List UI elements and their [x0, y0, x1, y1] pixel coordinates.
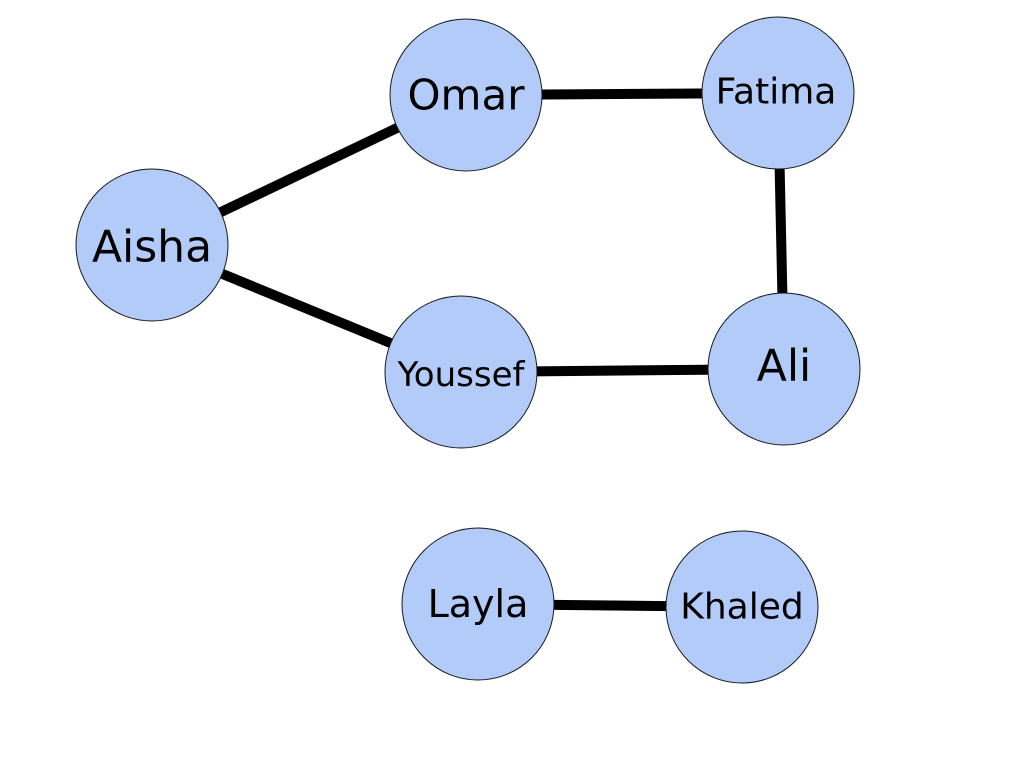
node-fatima[interactable] — [702, 17, 854, 169]
node-youssef-label: Youssef — [397, 355, 525, 395]
node-layla-label: Layla — [427, 582, 529, 626]
node-aisha-label: Aisha — [91, 221, 213, 273]
node-fatima-label: Fatima — [715, 71, 837, 113]
node-khaled-label: Khaled — [680, 586, 804, 628]
node-omar-label: Omar — [407, 70, 525, 120]
node-ali[interactable] — [708, 293, 860, 445]
node-aisha[interactable] — [76, 169, 228, 321]
nodes-layer — [76, 17, 860, 683]
node-youssef[interactable] — [385, 296, 537, 448]
node-ali-label: Ali — [756, 340, 812, 392]
node-layla[interactable] — [402, 528, 554, 680]
node-omar[interactable] — [390, 19, 542, 171]
node-khaled[interactable] — [666, 531, 818, 683]
